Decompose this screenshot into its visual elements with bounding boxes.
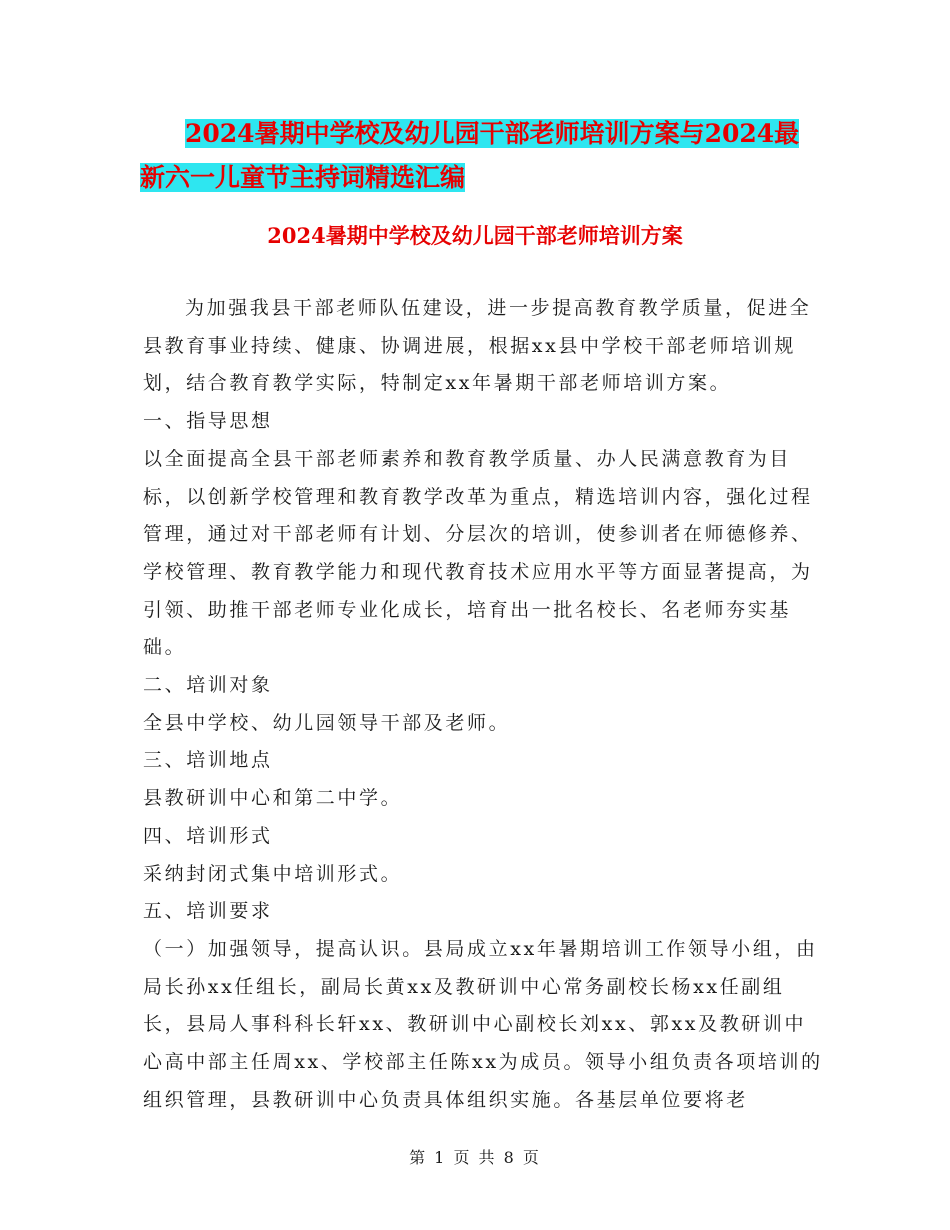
section-heading-training-location: 三、培训地点	[143, 749, 273, 772]
training-format-paragraph: 采纳封闭式集中培训形式。	[143, 862, 403, 885]
document-body	[143, 290, 823, 1119]
training-requirements-paragraph: （一）加强领导，提高认识。县局成立xx年暑期培训工作领导小组，由局长孙xx任组长，副局长黄xx及教研训中心常务副校长杨xx任副组长，县局人事科科长轩xx、教研训中心副校长刘xx、郭xx及教研训中心高中部主任周xx、学校部主任陈xx为成员。领导小组负责各项培训的组织管理，县教研训中心负责具体组织实施。各基层单位要将老	[143, 937, 823, 1111]
training-target-paragraph: 全县中学校、幼儿园领导干部及老师。	[143, 711, 511, 734]
section-heading-training-target: 二、培训对象	[143, 674, 273, 697]
intro-paragraph: 为加强我县干部老师队伍建设，进一步提高教育教学质量，促进全县教育事业持续、健康、协调进展，根据xx县中学校干部老师培训规划，结合教育教学实际，特制定xx年暑期干部老师培训方案。	[143, 297, 812, 395]
document-title	[140, 112, 810, 200]
title-line-1: 2024暑期中学校及幼儿园干部老师培训方案与2024最	[185, 119, 800, 148]
section-heading-training-requirements: 五、培训要求	[143, 900, 273, 923]
page-footer: 第 1 页 共 8 页	[409, 1148, 541, 1167]
training-location-paragraph: 县教研训中心和第二中学。	[143, 787, 403, 810]
title-line-2: 新六一儿童节主持词精选汇编	[140, 163, 466, 192]
section-heading-training-format: 四、培训形式	[143, 824, 273, 847]
guiding-ideology-paragraph: 以全面提高全县干部老师素养和教育教学质量、办人民满意教育为目标，以创新学校管理和教育教学改革为重点，精选培训内容，强化过程管理，通过对干部老师有计划、分层次的培训，使参训者在师德修养、学校管理、教育教学能力和现代教育技术应用水平等方面显著提高，为引领、助推干部老师专业化成长，培育出一批名校长、名老师夯实基础。	[143, 447, 813, 659]
section-heading-guiding-ideology: 一、指导思想	[143, 410, 273, 433]
section-title: 2024暑期中学校及幼儿园干部老师培训方案	[267, 223, 683, 248]
